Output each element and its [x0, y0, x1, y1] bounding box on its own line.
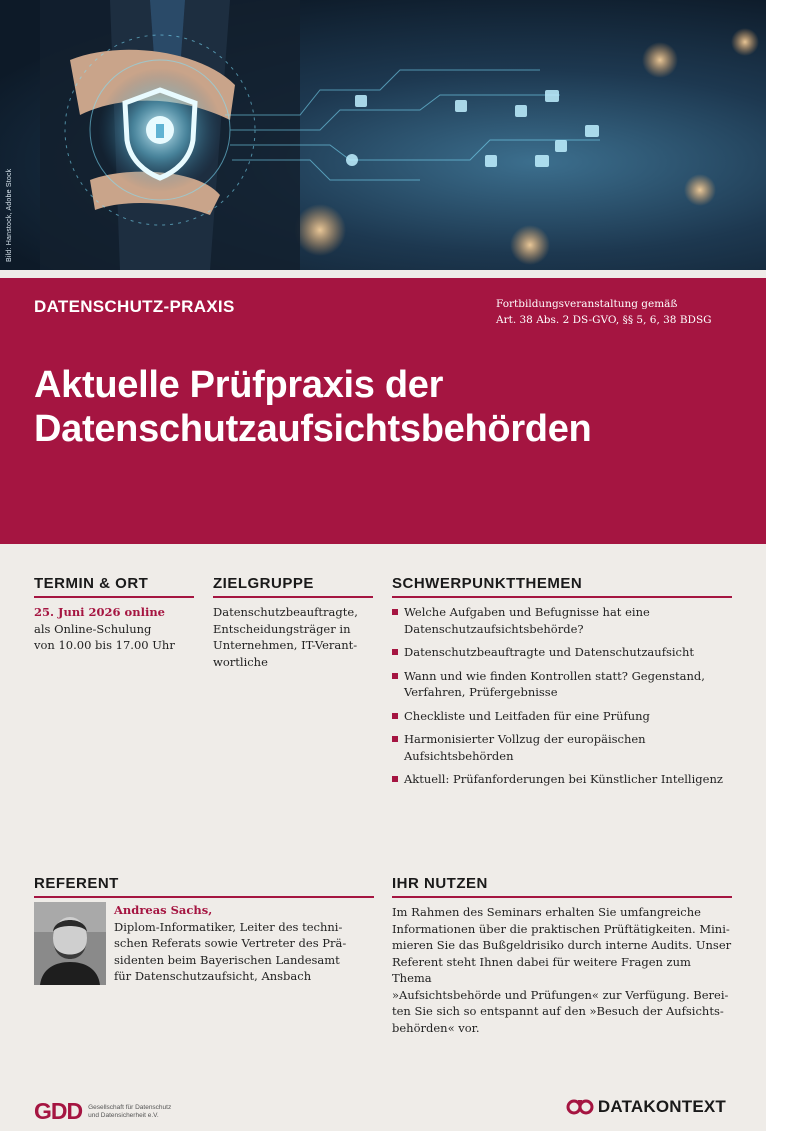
gdd-subtitle-line: und Datensicherheit e.V.	[88, 1111, 159, 1119]
referent-section	[34, 875, 374, 992]
termin-heading: TERMIN & ORT	[34, 575, 194, 598]
gdd-logo-block	[34, 1098, 198, 1125]
schwerpunkt-heading: SCHWERPUNKTTHEMEN	[392, 575, 732, 598]
topic-item	[392, 644, 732, 661]
zielgruppe-line: wortliche	[213, 654, 268, 669]
topic-text: Aktuell: Prüfanforderungen bei Künstlicher Intelligenz	[404, 772, 723, 786]
certification-note-line: Fortbildungsveranstaltung gemäß	[496, 298, 678, 310]
topic-item	[392, 771, 732, 788]
zielgruppe-line: Datenschutzbeauftragte,	[213, 605, 358, 619]
nutzen-line: Im Rahmen des Seminars erhalten Sie umfangreiche	[392, 905, 701, 919]
bullet-square-icon	[392, 673, 398, 679]
termin-section	[34, 575, 194, 654]
nutzen-line: ten Sie sich so entspannt auf den »Besuch der Aufsichts-	[392, 1004, 724, 1018]
topic-text: Welche Aufgaben und Befugnisse hat eine Datenschutzaufsichtsbehörde?	[404, 605, 650, 636]
event-format: als Online-Schulung	[34, 621, 152, 636]
event-time: von 10.00 bis 17.00 Uhr	[34, 638, 175, 652]
gdd-subtitle	[88, 1104, 198, 1120]
topic-item	[392, 731, 732, 764]
nutzen-line: mieren Sie das Bußgeldrisiko durch interne Audits. Unser	[392, 938, 732, 952]
bullet-square-icon	[392, 713, 398, 719]
referent-text	[114, 902, 404, 985]
bullet-square-icon	[392, 649, 398, 655]
topic-item	[392, 708, 732, 725]
image-credit: Bild: Hanstock, Adobe Stock	[6, 168, 13, 262]
schwerpunkt-section	[392, 575, 732, 795]
gdd-subtitle-line: Gesellschaft für Datenschutz	[88, 1103, 172, 1111]
page-title-line: Datenschutzaufsichtsbehörden	[34, 408, 592, 450]
bullet-square-icon	[392, 736, 398, 742]
nutzen-line: Referent steht Ihnen dabei für weitere Fragen zum Thema	[392, 954, 691, 985]
referent-line: für Datenschutzaufsicht, Ansbach	[114, 969, 312, 983]
nutzen-heading: IHR NUTZEN	[392, 875, 732, 898]
nutzen-section	[392, 875, 732, 1036]
topic-item	[392, 668, 732, 701]
nutzen-body	[392, 904, 732, 1036]
referent-line: schen Referats sowie Vertreter des Prä-	[114, 936, 347, 950]
datakontext-logo: DATAKONTEXT	[597, 1097, 726, 1116]
page-title	[34, 363, 591, 451]
topic-text: Wann und wie finden Kontrollen statt? Gegenstand, Verfahren, Prüfergebnisse	[404, 668, 705, 699]
zielgruppe-body	[213, 604, 373, 670]
nutzen-line: behörden« vor.	[392, 1020, 480, 1035]
zielgruppe-line: Unternehmen, IT-Verant-	[213, 638, 358, 652]
event-date: 25. Juni 2026 online	[34, 605, 166, 619]
referent-portrait	[34, 902, 106, 985]
certification-note-line: Art. 38 Abs. 2 DS-GVO, §§ 5, 6, 38 BDSG	[496, 314, 712, 326]
datakontext-logo-block	[566, 1097, 726, 1117]
nutzen-line: Informationen über die praktischen Prüftätigkeiten. Mini-	[392, 921, 730, 936]
hero-image	[0, 0, 766, 270]
bullet-square-icon	[392, 776, 398, 782]
zielgruppe-line: Entscheidungsträger in	[213, 621, 351, 636]
referent-line: Diplom-Informatiker, Leiter des techni-	[114, 919, 343, 934]
series-label: DATENSCHUTZ-PRAXIS	[34, 297, 235, 316]
gdd-logo: GDD	[34, 1098, 83, 1124]
certification-note	[496, 296, 726, 328]
topic-list	[392, 604, 732, 788]
topic-text: Checkliste und Leitfaden für eine Prüfung	[404, 708, 650, 723]
topic-item	[392, 604, 732, 637]
zielgruppe-section	[213, 575, 373, 670]
bullet-square-icon	[392, 609, 398, 615]
referent-name: Andreas Sachs,	[114, 903, 213, 917]
person-photo-icon	[34, 902, 106, 985]
hero-illustration	[0, 0, 766, 270]
termin-body	[34, 604, 194, 654]
datakontext-emblem-icon	[566, 1097, 594, 1117]
topic-text: Harmonisierter Vollzug der europäischen Aufsichtsbehörden	[404, 732, 646, 763]
referent-heading: REFERENT	[34, 875, 374, 898]
referent-block	[34, 902, 374, 992]
zielgruppe-heading: ZIELGRUPPE	[213, 575, 373, 598]
nutzen-line: »Aufsichtsbehörde und Prüfungen« zur Verfügung. Berei-	[392, 987, 729, 1002]
page-title-line: Aktuelle Prüfpraxis der	[34, 364, 444, 406]
referent-line: sidenten beim Bayerischen Landesamt	[114, 952, 340, 967]
topic-text: Datenschutzbeauftragte und Datenschutzaufsicht	[404, 645, 694, 659]
